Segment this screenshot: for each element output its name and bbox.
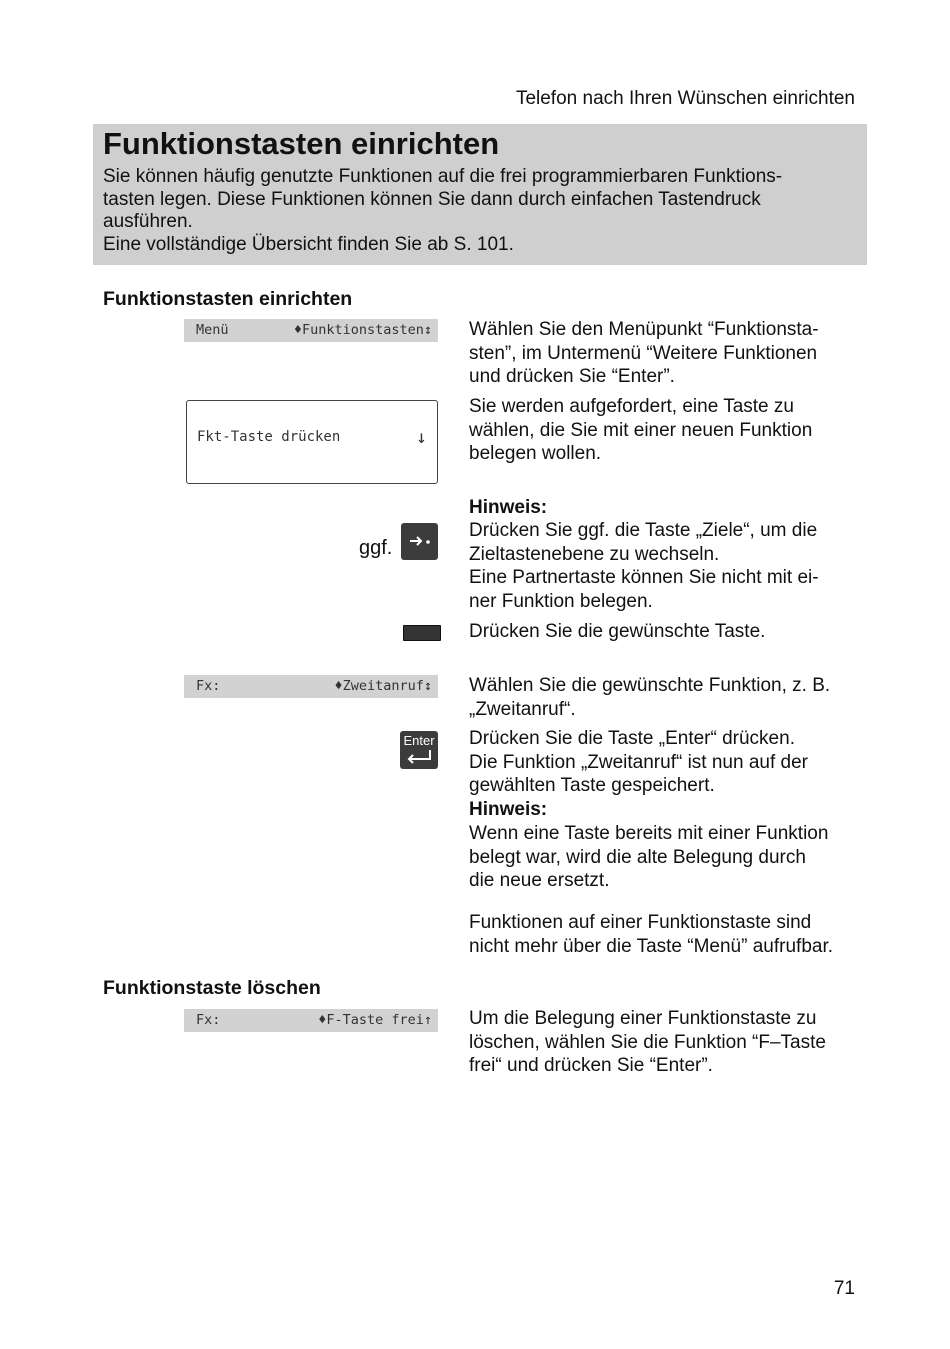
return-arrow-icon — [400, 748, 438, 766]
text-line: „Zweitanruf“. — [469, 698, 576, 720]
text-line: Funktionen auf einer Funktionstaste sind — [469, 912, 812, 933]
note-menu-unavailable — [469, 911, 879, 958]
page-number: 71 — [833, 1278, 855, 1299]
display-right-text: ♦F-Taste frei↑ — [318, 1012, 432, 1028]
text-line: löschen, wählen Sie die Funktion “F–Taste — [469, 1031, 826, 1053]
text-line: belegen wollen. — [469, 443, 602, 465]
text-line: Wählen Sie die gewünschte Funktion, z. B. — [469, 675, 831, 696]
text-line: nicht mehr über die Taste “Menü” aufrufbar. — [469, 935, 834, 957]
title-banner — [93, 124, 867, 265]
note-label: Hinweis: — [469, 497, 548, 518]
section-heading-setup: Funktionstasten einrichten — [103, 288, 353, 310]
intro-line: Sie können häufig genutzte Funktionen auf die frei programmierbaren Funktions- — [103, 166, 783, 187]
intro-line: tasten legen. Diese Funktionen können Sie dann durch einfachen Tastendruck — [103, 188, 761, 210]
text-line: Die Funktion „Zweitanruf“ ist nun auf der — [469, 751, 808, 773]
text-line: und drücken Sie “Enter”. — [469, 366, 675, 388]
arrow-dot-key-icon[interactable] — [401, 523, 438, 560]
text-line: sten”, im Untermenü “Weitere Funktionen — [469, 342, 818, 364]
text-line: Sie werden aufgefordert, eine Taste zu — [469, 396, 794, 417]
intro-text — [103, 166, 848, 256]
text-line: Drücken Sie die Taste „Enter“ drücken. — [469, 728, 795, 749]
step-delete-function — [469, 1007, 864, 1078]
step-switch-level — [469, 519, 864, 614]
page-title: Funktionstasten einrichten — [103, 126, 500, 161]
arrow-dot-icon — [401, 523, 438, 560]
enter-key-label: Enter — [403, 733, 435, 748]
display-press-key — [186, 400, 438, 484]
chapter-header: Telefon nach Ihren Wünschen einrichten — [515, 88, 855, 109]
text-line: Drücken Sie ggf. die Taste „Ziele“, um die — [469, 520, 818, 541]
section-heading-delete: Funktionstaste löschen — [103, 977, 321, 999]
enter-key-icon[interactable] — [400, 731, 438, 769]
text-line: Eine Partnertaste können Sie nicht mit ei- — [469, 567, 819, 589]
step-select-menu — [469, 318, 864, 389]
ggf-label: ggf. — [359, 537, 393, 559]
display-left-text: Fx: — [196, 678, 221, 694]
step-press-enter — [469, 727, 864, 893]
display-left-text: Fkt-Taste drücken — [197, 429, 341, 445]
text-line: Wenn eine Taste bereits mit einer Funktion — [469, 822, 829, 844]
display-fx-second-call — [184, 675, 438, 698]
function-key-icon[interactable] — [403, 625, 441, 641]
step-choose-function — [469, 674, 864, 721]
text-line: gewählten Taste gespeichert. — [469, 775, 715, 797]
note-label: Hinweis: — [469, 799, 548, 821]
intro-line: Eine vollständige Übersicht finden Sie ab S. 101. — [103, 233, 514, 255]
step-press-key: Drücken Sie die gewünschte Taste. — [469, 621, 766, 642]
text-line: frei“ und drücken Sie “Enter”. — [469, 1055, 713, 1077]
text-line: ner Funktion belegen. — [469, 591, 653, 613]
intro-line: ausführen. — [103, 211, 193, 232]
text-line: belegt war, wird die alte Belegung durch — [469, 846, 806, 868]
display-left-text: Fx: — [196, 1012, 221, 1028]
display-fx-free — [184, 1009, 438, 1032]
text-line: die neue ersetzt. — [469, 870, 610, 892]
text-line: Um die Belegung einer Funktionstaste zu — [469, 1008, 817, 1029]
down-arrow-icon: ↓ — [416, 427, 427, 448]
display-menu-function-keys — [184, 319, 438, 342]
display-right-text: ♦Zweitanruf↕ — [334, 678, 432, 694]
text-line: Wählen Sie den Menüpunkt “Funktionsta- — [469, 319, 819, 340]
display-right-text: ♦Funktionstasten↕ — [293, 322, 432, 338]
display-left-text: Menü — [196, 322, 229, 338]
text-line: Zieltastenebene zu wechseln. — [469, 543, 720, 565]
text-line: wählen, die Sie mit einer neuen Funktion — [469, 419, 813, 441]
step-choose-key — [469, 395, 864, 466]
